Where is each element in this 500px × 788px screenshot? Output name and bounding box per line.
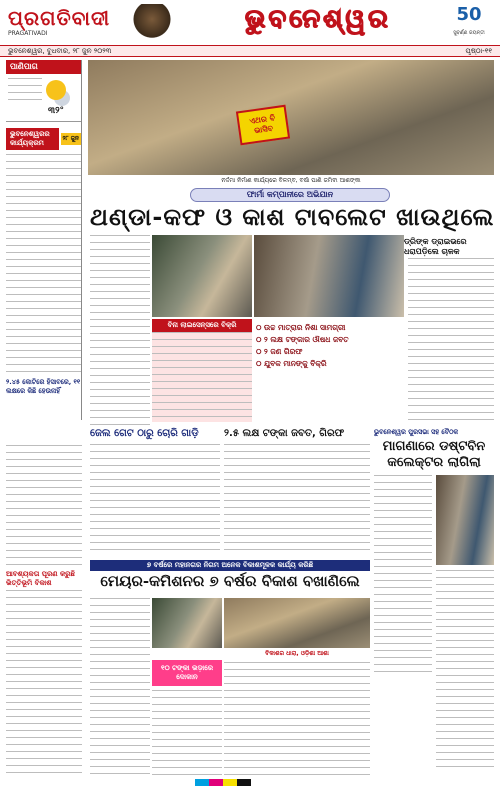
lead-column-1	[90, 235, 150, 425]
bottom-column-3	[224, 662, 370, 776]
dateline	[0, 45, 500, 57]
events-title: ଭୁବନେଶ୍ୱରର କାର୍ଯ୍ୟକ୍ରମ	[6, 128, 59, 150]
weather-temp: ୩୨°	[48, 106, 65, 116]
bottom-column-2	[152, 690, 222, 776]
lead-red-box-text	[152, 332, 252, 422]
dateline-date: ଭୁବନେଶ୍ୱର, ବୁଧବାର, ୨୮ ଜୁନ ୨୦୨୩	[8, 47, 112, 55]
bottom-column-1	[90, 598, 150, 776]
logo-text: ପ୍ରଗତିବାଦୀ	[8, 6, 111, 30]
lead-side-text	[408, 258, 494, 423]
sidebar-story-text	[6, 445, 82, 565]
events-list	[6, 154, 81, 374]
lead-red-box: ବିନା ଲାଇସେନ୍ସରେ ବିକ୍ରି	[152, 319, 252, 332]
right-story-headline: ମାଗଣାରେ ଡଷ୍ଟବିନ କଲେକ୍ଟର ଲାଗିଲା	[382, 439, 486, 470]
dustbin-photo	[436, 475, 494, 565]
sidebar-lower-text	[6, 590, 82, 776]
bottom-pink-box	[152, 660, 222, 686]
anniversary-badge	[446, 6, 492, 34]
right-story-text-2	[436, 570, 494, 770]
bottom-band: ୭ ବର୍ଷରେ ମହାନଗର ନିଗମ ଅନେକ ବିକାଶମୂଳକ କାର୍ଯ୍ୟ କରିଛି	[90, 560, 370, 571]
right-story-text	[374, 475, 432, 675]
right-story-kicker: ଭୁବନେଶ୍ୱର ପୁରସଭା ସହ ବୈଠକ	[374, 428, 459, 436]
anniversary-number: 50	[456, 4, 482, 25]
top-photo-caption: ନର୍ଦ୍ଦମା ନିର୍ମାଣ କାର୍ଯ୍ୟରେ ବିଳମ୍ବ, ବର୍ଷା ପାଣି ଜମିବା ଆଶଙ୍କା	[221, 177, 361, 184]
bottom-photo-caption: ବିକାଶର ଧାରା, ଓଡ଼ିଶା ଆଶା	[265, 650, 329, 657]
city-title: ଭୁବନେଶ୍ୱର	[245, 4, 391, 34]
masthead-logo	[8, 6, 128, 40]
dateline-page: ପୃଷ୍ଠା-୧୧	[465, 47, 492, 55]
sun-cloud-icon	[46, 80, 66, 100]
lead-point: ୦ ୨ ଜଣ ଗିରଫ	[256, 347, 303, 356]
left-story-text	[90, 444, 220, 554]
print-registration-marks	[195, 779, 251, 786]
lead-side-headline: ଡ୍ରିଙ୍କ ଡ୍ରାଇଭରେ ଧରାପଡ଼ିଲେ ଚାଳକ	[404, 237, 467, 256]
weather-box	[6, 74, 81, 122]
lead-kicker: ଫାର୍ମା କମ୍ପାନୀରେ ଅଭିଯାନ	[190, 188, 390, 202]
bottom-photo-2	[224, 598, 370, 648]
bottom-photo-1	[152, 598, 222, 648]
bottom-headline: ମେୟର-କମିଶନର ୭ ବର୍ଷର ବିକାଶ ବଖାଣିଲେ	[90, 572, 370, 590]
lead-headline: ଥଣ୍ଡା-କଫ ଓ କାଶ ଟାବଲେଟ ଖାଉଥିଲେ	[90, 202, 495, 231]
photo-stamp-text: ଏଥର ବି ଭାସିବ	[248, 113, 276, 136]
logo-sculpture-image	[132, 4, 172, 42]
mid-story-headline: ୨.୫ ଲକ୍ଷ ଟଙ୍କା ଜବତ, ଗିରଫ	[224, 428, 345, 439]
lead-points	[256, 322, 406, 422]
lead-photo-2	[254, 235, 404, 317]
lead-point: ୦ ଯୁବକ ମାନଙ୍କୁ ବିକ୍ରି	[256, 359, 327, 368]
anniversary-label: ସୁବର୍ଣ୍ଣ ଜୟନ୍ତୀ	[453, 30, 485, 36]
lead-point: ୦ ୨ ଲକ୍ଷ ଟଙ୍କାର ଔଷଧ ଜବତ	[256, 335, 349, 344]
sidebar-bottom-note: ୨.୪୫ କୋଟିରେ ହିସାବରେ, ୧୧ ଲକ୍ଷରେ କିଛି ହେଉନାହିଁ	[6, 378, 81, 395]
events-date-badge: ୨୮ ଜୁନ	[61, 133, 82, 145]
lead-photo	[152, 235, 252, 317]
lead-point: ୦ ଉଚ୍ଚ ମାତ୍ରାର ନିଶା ସାମଗ୍ରୀ	[256, 323, 346, 332]
mid-story-text	[224, 444, 370, 554]
left-story-headline: ଜେଲ ଗେଟ ଠାରୁ ଚୋରି ଗାଡ଼ି	[90, 428, 199, 439]
logo-subtitle: PRAGATIVADI	[8, 30, 48, 37]
left-sidebar	[6, 60, 82, 420]
bottom-pink-box-text: ୧୦ ଟଙ୍କା ଭଡ଼ାରେ ଦୋକାନ	[160, 664, 214, 681]
top-news-photo	[88, 60, 494, 175]
photo-stamp	[236, 105, 290, 146]
sidebar-side-head: ଆବଶ୍ୟକତା ପୂରଣ କରୁଛି ଭିତ୍ତିଭୂମି ବିକାଶ	[6, 570, 75, 587]
weather-title: ପାଣିପାଗ	[6, 60, 81, 74]
